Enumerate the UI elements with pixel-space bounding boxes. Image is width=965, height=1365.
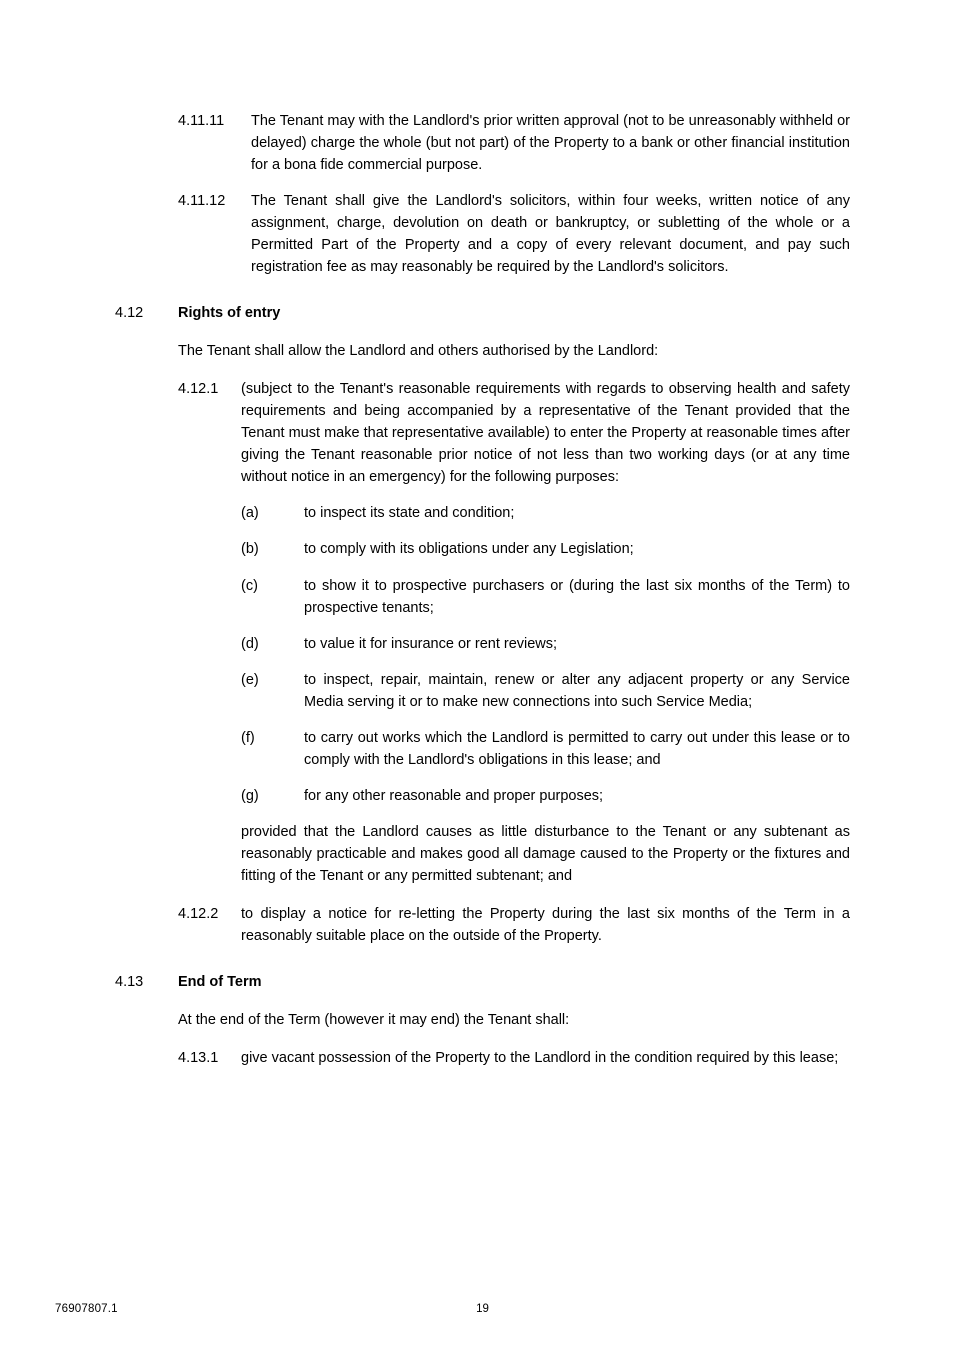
sub-item-text: to inspect, repair, maintain, renew or alter any adjacent property or any Service Media serving it or to make new connections into such Service Media; [304,671,850,710]
page-footer [0,1303,965,1321]
clause-4-11-12 [115,190,850,278]
sub-item-text: to inspect its state and condition; [304,505,515,522]
sub-item-label: (e) [241,671,259,688]
sub-item-label: (f) [241,729,255,746]
clause-4-12-heading [115,302,850,324]
clause-4-12-2 [115,903,850,947]
clause-number: 4.12.2 [178,905,219,922]
sub-item-a [115,502,850,524]
sub-item-text: for any other reasonable and proper purposes; [304,787,604,804]
clause-number: 4.12.1 [178,381,219,398]
sub-item-label: (c) [241,577,258,594]
sub-item-text: to carry out works which the Landlord is permitted to carry out under this lease or to comply with the Landlord's obligations in this lease; and [304,729,850,768]
sub-item-b [115,538,850,560]
clause-heading-text: Rights of entry [178,305,281,322]
sub-item-label: (d) [241,635,259,652]
clause-4-13-intro: At the end of the Term (however it may end) the Tenant shall: [178,1011,570,1028]
page-content [115,110,850,1069]
clause-text: The Tenant shall give the Landlord's solicitors, within four weeks, written notice of any assignment, charge, devolution on death or bankruptcy, or subletting of the whole or a Permitted Part of the Property and a copy of every relevant document, and pay such registration fee as may reasonably be required by the Landlord's solicitors. [251,193,850,276]
sub-item-label: (g) [241,787,259,804]
clause-text: (subject to the Tenant's reasonable requirements with regards to observing health and safety requirements and being accompanied by a representative of the Tenant provided that the Tenant must make that representative available) to enter the Property at reasonable times after giving the Tenant reasonable prior notice of not less than two working days (or at any time without notice in an emergency) for the following purposes: [241,381,850,486]
clause-4-11-11 [115,110,850,176]
sub-item-label: (b) [241,541,259,558]
sub-item-e [115,669,850,713]
clause-heading-text: End of Term [178,973,262,990]
clause-number: 4.12 [115,305,144,322]
clause-4-13-1 [115,1047,850,1069]
sub-item-text: to show it to prospective purchasers or (during the last six months of the Term) to prospective tenants; [304,577,850,616]
sub-item-text: to comply with its obligations under any Legislation; [304,541,634,558]
clause-number: 4.13.1 [178,1049,219,1066]
clause-4-12-1-proviso: provided that the Landlord causes as little disturbance to the Tenant or any subtenant as reasonably practicable and makes good all damage caused to the Property or the fixtures and fitting of the Tenant or any permitted subtenant; and [241,823,850,884]
page-number: 19 [476,1303,489,1315]
sub-item-f [115,727,850,771]
clause-number: 4.13 [115,973,144,990]
clause-4-12-intro: The Tenant shall allow the Landlord and others authorised by the Landlord: [178,343,659,360]
clause-number: 4.11.12 [178,193,226,210]
document-reference: 76907807.1 [55,1303,118,1315]
clause-text: The Tenant may with the Landlord's prior written approval (not to be unreasonably withheld or delayed) charge the whole (but not part) of the Property to a bank or other financial institution for a bona fide commercial purpose. [251,113,850,174]
sub-item-c [115,575,850,619]
clause-4-12-1 [115,378,850,488]
clause-4-13-heading [115,971,850,993]
sub-item-d [115,633,850,655]
sub-item-g [115,785,850,807]
sub-item-text: to value it for insurance or rent reviews; [304,635,558,652]
clause-number: 4.11.11 [178,113,225,129]
clause-text: to display a notice for re-letting the Property during the last six months of the Term in a reasonably suitable place on the outside of the Property. [241,905,850,944]
clause-text: give vacant possession of the Property to the Landlord in the condition required by this lease; [241,1049,839,1066]
sub-item-label: (a) [241,505,259,522]
